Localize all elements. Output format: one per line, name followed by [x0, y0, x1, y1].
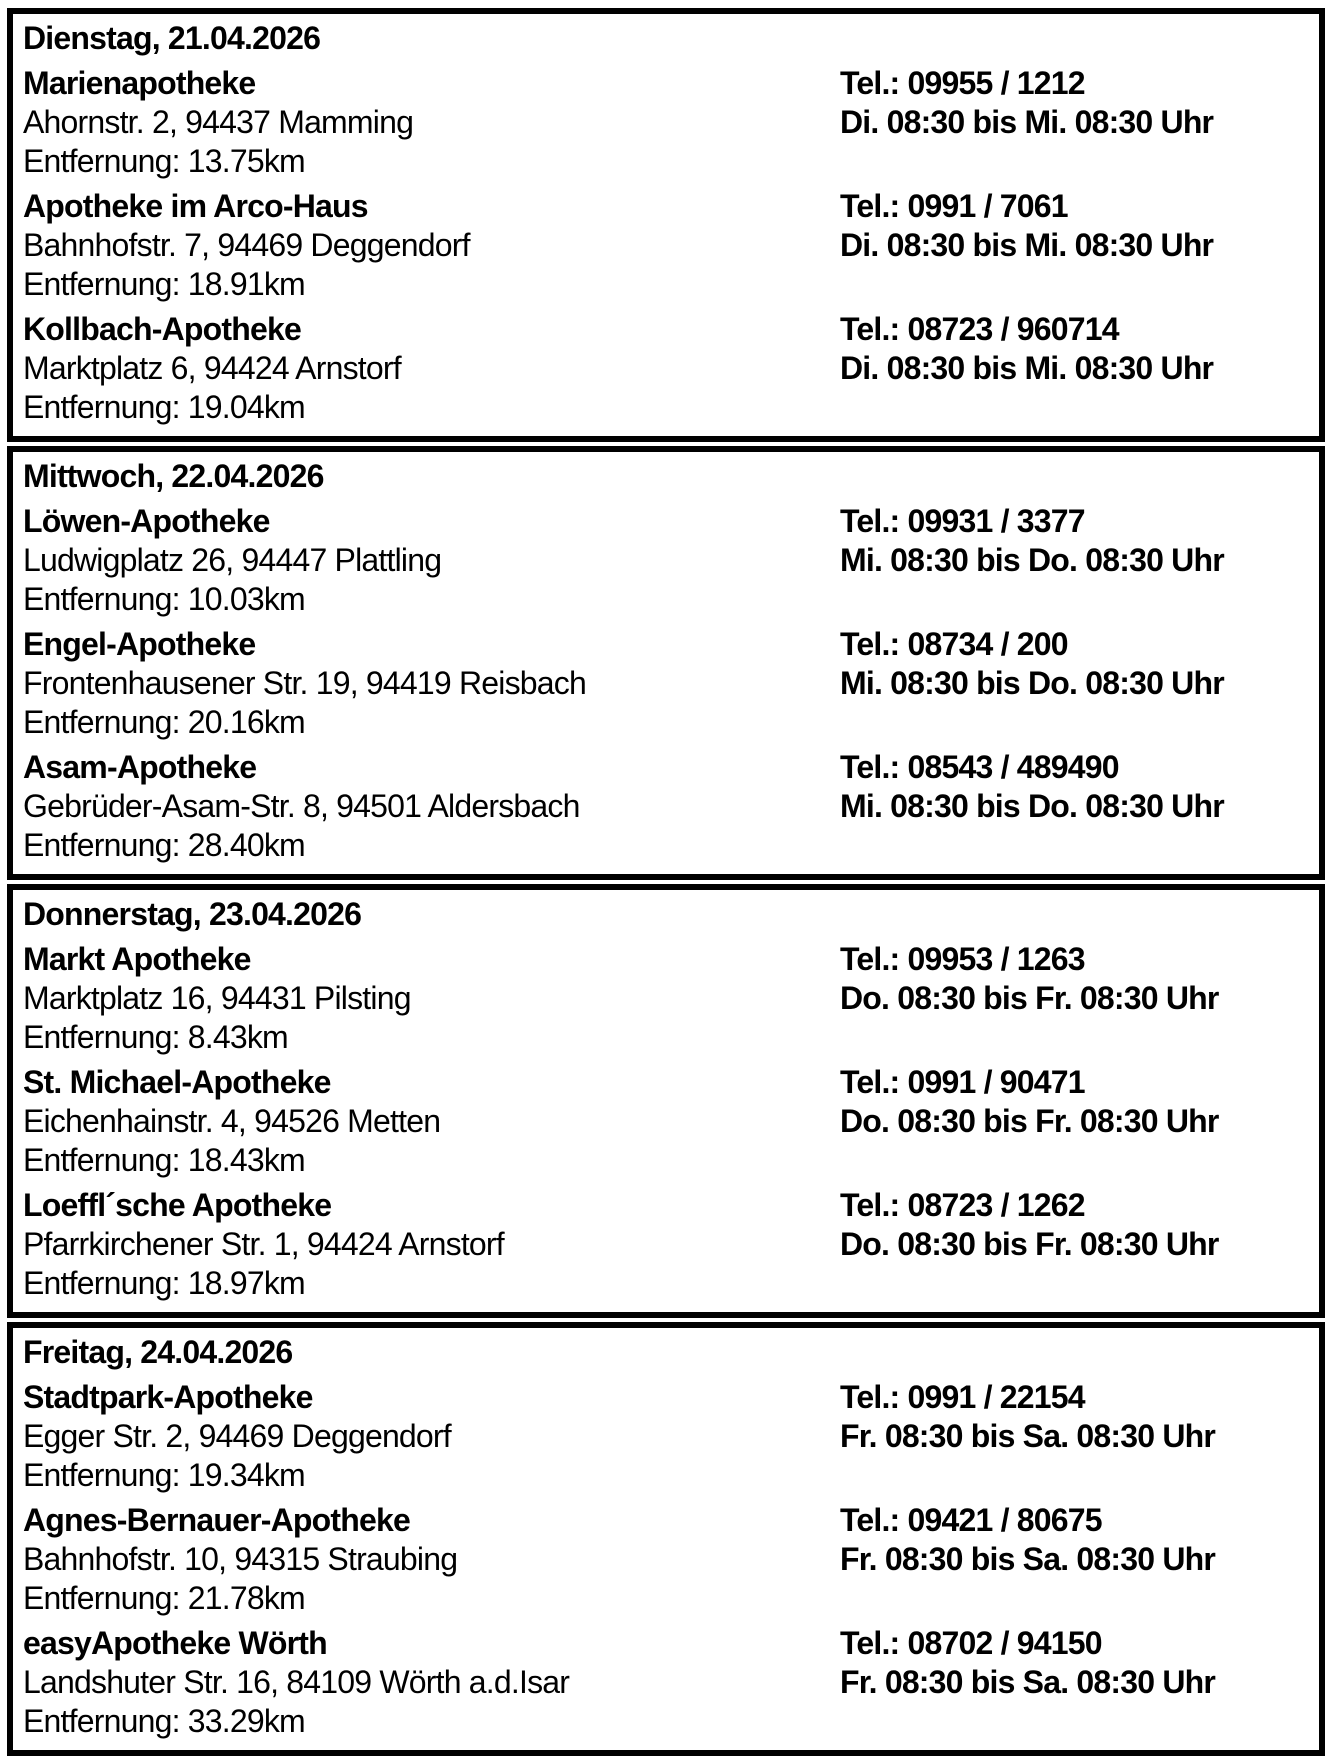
date-heading: Mittwoch, 22.04.2026 [23, 458, 324, 494]
pharmacy-entry [23, 64, 1309, 181]
pharmacy-distance: Entfernung: 28.40km [23, 827, 305, 863]
pharmacy-phone: Tel.: 09421 / 80675 [840, 1502, 1102, 1538]
pharmacy-entry [23, 502, 1309, 619]
pharmacy-hours: Fr. 08:30 bis Sa. 08:30 Uhr [840, 1664, 1216, 1700]
pharmacy-name: Agnes-Bernauer-Apotheke [23, 1502, 411, 1538]
pharmacy-distance: Entfernung: 18.97km [23, 1265, 305, 1301]
pharmacy-phone: Tel.: 08723 / 960714 [840, 311, 1119, 347]
pharmacy-distance: Entfernung: 18.43km [23, 1142, 305, 1178]
pharmacy-entry [23, 1063, 1309, 1180]
pharmacy-address: Frontenhausener Str. 19, 94419 Reisbach [23, 665, 586, 701]
pharmacy-hours: Mi. 08:30 bis Do. 08:30 Uhr [840, 665, 1224, 701]
pharmacy-phone: Tel.: 0991 / 90471 [840, 1064, 1085, 1100]
pharmacy-hours: Di. 08:30 bis Mi. 08:30 Uhr [840, 104, 1214, 140]
pharmacy-address: Ahornstr. 2, 94437 Mamming [23, 104, 414, 140]
pharmacy-hours: Do. 08:30 bis Fr. 08:30 Uhr [840, 1103, 1219, 1139]
pharmacy-hours: Do. 08:30 bis Fr. 08:30 Uhr [840, 980, 1219, 1016]
pharmacy-distance: Entfernung: 10.03km [23, 581, 305, 617]
pharmacy-hours: Di. 08:30 bis Mi. 08:30 Uhr [840, 350, 1214, 386]
pharmacy-address: Bahnhofstr. 10, 94315 Straubing [23, 1541, 458, 1577]
day-section [7, 884, 1325, 1318]
pharmacy-address: Landshuter Str. 16, 84109 Wörth a.d.Isar [23, 1664, 570, 1700]
day-section [7, 8, 1325, 442]
pharmacy-address: Egger Str. 2, 94469 Deggendorf [23, 1418, 451, 1454]
pharmacy-distance: Entfernung: 18.91km [23, 266, 305, 302]
pharmacy-phone: Tel.: 08543 / 489490 [840, 749, 1119, 785]
pharmacy-name: Asam-Apotheke [23, 749, 257, 785]
pharmacy-address: Pfarrkirchener Str. 1, 94424 Arnstorf [23, 1226, 504, 1262]
pharmacy-distance: Entfernung: 19.34km [23, 1457, 305, 1493]
pharmacy-hours: Fr. 08:30 bis Sa. 08:30 Uhr [840, 1418, 1216, 1454]
pharmacy-hours: Mi. 08:30 bis Do. 08:30 Uhr [840, 542, 1224, 578]
pharmacy-phone: Tel.: 09953 / 1263 [840, 941, 1085, 977]
day-section [7, 446, 1325, 880]
pharmacy-entry [23, 940, 1309, 1057]
pharmacy-address: Marktplatz 16, 94431 Pilsting [23, 980, 411, 1016]
pharmacy-phone: Tel.: 0991 / 22154 [840, 1379, 1085, 1415]
pharmacy-name: Loeffl´sche Apotheke [23, 1187, 332, 1223]
pharmacy-entry [23, 1501, 1309, 1618]
pharmacy-hours: Mi. 08:30 bis Do. 08:30 Uhr [840, 788, 1224, 824]
pharmacy-phone: Tel.: 09931 / 3377 [840, 503, 1085, 539]
pharmacy-phone: Tel.: 0991 / 7061 [840, 188, 1068, 224]
pharmacy-phone: Tel.: 09955 / 1212 [840, 65, 1085, 101]
pharmacy-entry [23, 748, 1309, 865]
pharmacy-name: Kollbach-Apotheke [23, 311, 301, 347]
pharmacy-distance: Entfernung: 33.29km [23, 1703, 305, 1739]
pharmacy-name: Löwen-Apotheke [23, 503, 270, 539]
pharmacy-distance: Entfernung: 20.16km [23, 704, 305, 740]
pharmacy-name: Marienapotheke [23, 65, 256, 101]
pharmacy-address: Gebrüder-Asam-Str. 8, 94501 Aldersbach [23, 788, 580, 824]
pharmacy-entry [23, 1378, 1309, 1495]
pharmacy-entry [23, 1624, 1309, 1741]
pharmacy-address: Ludwigplatz 26, 94447 Plattling [23, 542, 442, 578]
pharmacy-entry [23, 1186, 1309, 1303]
pharmacy-distance: Entfernung: 13.75km [23, 143, 305, 179]
pharmacy-hours: Di. 08:30 bis Mi. 08:30 Uhr [840, 227, 1214, 263]
pharmacy-phone: Tel.: 08702 / 94150 [840, 1625, 1102, 1661]
pharmacy-name: Stadtpark-Apotheke [23, 1379, 313, 1415]
pharmacy-entry [23, 187, 1309, 304]
pharmacy-distance: Entfernung: 19.04km [23, 389, 305, 425]
pharmacy-name: Engel-Apotheke [23, 626, 256, 662]
pharmacy-distance: Entfernung: 21.78km [23, 1580, 305, 1616]
pharmacy-entry [23, 310, 1309, 427]
pharmacy-address: Marktplatz 6, 94424 Arnstorf [23, 350, 401, 386]
pharmacy-distance: Entfernung: 8.43km [23, 1019, 288, 1055]
pharmacy-address: Eichenhainstr. 4, 94526 Metten [23, 1103, 441, 1139]
pharmacy-phone: Tel.: 08734 / 200 [840, 626, 1068, 662]
day-section [7, 1322, 1325, 1756]
pharmacy-hours: Fr. 08:30 bis Sa. 08:30 Uhr [840, 1541, 1216, 1577]
pharmacy-name: Apotheke im Arco-Haus [23, 188, 368, 224]
pharmacy-hours: Do. 08:30 bis Fr. 08:30 Uhr [840, 1226, 1219, 1262]
date-heading: Freitag, 24.04.2026 [23, 1334, 293, 1370]
pharmacy-name: St. Michael-Apotheke [23, 1064, 331, 1100]
pharmacy-address: Bahnhofstr. 7, 94469 Deggendorf [23, 227, 470, 263]
pharmacy-entry [23, 625, 1309, 742]
pharmacy-name: Markt Apotheke [23, 941, 251, 977]
date-heading: Donnerstag, 23.04.2026 [23, 896, 362, 932]
pharmacy-phone: Tel.: 08723 / 1262 [840, 1187, 1085, 1223]
pharmacy-name: easyApotheke Wörth [23, 1625, 327, 1661]
date-heading: Dienstag, 21.04.2026 [23, 20, 321, 56]
